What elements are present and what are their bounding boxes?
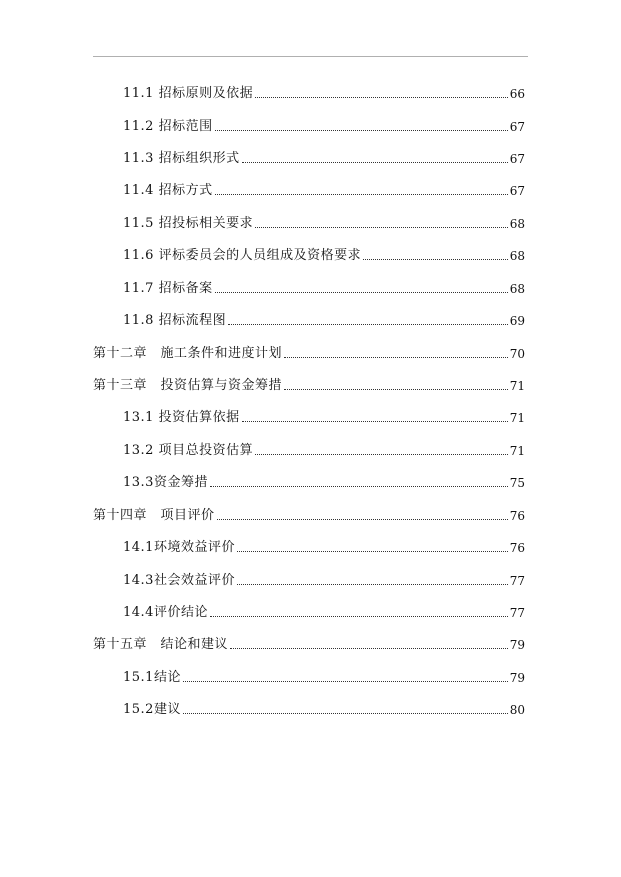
toc-entry-page: 71 bbox=[509, 444, 525, 458]
toc-entry[interactable] bbox=[123, 698, 525, 718]
toc-entry[interactable] bbox=[123, 601, 525, 621]
toc-leader-dots bbox=[210, 616, 508, 617]
toc-entry-page: 67 bbox=[509, 120, 525, 134]
toc-entry[interactable] bbox=[123, 471, 525, 491]
toc-entry-page: 67 bbox=[509, 184, 525, 198]
toc-entry-page: 68 bbox=[509, 217, 525, 231]
toc-entry-label: 第十五章 结论和建议 bbox=[93, 637, 229, 652]
toc-entry[interactable] bbox=[123, 179, 525, 199]
toc-entry[interactable] bbox=[123, 536, 525, 556]
toc-entry-label: 11.7 招标备案 bbox=[123, 281, 213, 296]
toc-chapter-entry[interactable] bbox=[93, 633, 525, 653]
toc-entry-label: 14.4评价结论 bbox=[123, 605, 208, 620]
toc-entry[interactable] bbox=[123, 439, 525, 459]
toc-entry[interactable] bbox=[123, 666, 525, 686]
toc-entry-label: 11.3 招标组织形式 bbox=[123, 151, 240, 166]
toc-entry[interactable] bbox=[123, 147, 525, 167]
toc-entry-label: 第十四章 项目评价 bbox=[93, 508, 215, 523]
toc-leader-dots bbox=[363, 259, 508, 260]
toc-leader-dots bbox=[237, 584, 508, 585]
toc-entry-page: 68 bbox=[509, 249, 525, 263]
toc-leader-dots bbox=[237, 551, 508, 552]
toc-entry-page: 75 bbox=[509, 476, 525, 490]
toc-leader-dots bbox=[255, 227, 508, 228]
toc-entry-page: 76 bbox=[509, 509, 525, 523]
toc-chapter-entry[interactable] bbox=[93, 374, 525, 394]
toc-entry-label: 11.1 招标原则及依据 bbox=[123, 86, 254, 101]
toc-entry-label: 11.6 评标委员会的人员组成及资格要求 bbox=[123, 248, 362, 263]
toc-leader-dots bbox=[215, 292, 508, 293]
toc-leader-dots bbox=[242, 162, 508, 163]
toc-entry-page: 76 bbox=[509, 541, 525, 555]
toc-entry-label: 13.2 项目总投资估算 bbox=[123, 443, 254, 458]
toc-entry[interactable] bbox=[123, 309, 525, 329]
toc-leader-dots bbox=[183, 713, 508, 714]
toc-leader-dots bbox=[210, 486, 508, 487]
toc-entry-label: 11.5 招投标相关要求 bbox=[123, 216, 254, 231]
toc-entry-label: 第十二章 施工条件和进度计划 bbox=[93, 346, 283, 361]
toc-entry-label: 15.2建议 bbox=[123, 702, 181, 717]
toc-entry-page: 80 bbox=[509, 703, 525, 717]
toc-leader-dots bbox=[217, 519, 508, 520]
toc-entry[interactable] bbox=[123, 115, 525, 135]
toc-entry[interactable] bbox=[123, 82, 525, 102]
toc-leader-dots bbox=[284, 389, 508, 390]
toc-entry-page: 67 bbox=[509, 152, 525, 166]
toc-entry-label: 15.1结论 bbox=[123, 670, 181, 685]
toc-entry-page: 71 bbox=[509, 411, 525, 425]
toc-entry[interactable] bbox=[123, 212, 525, 232]
toc-entry-page: 71 bbox=[509, 379, 525, 393]
toc-leader-dots bbox=[183, 681, 508, 682]
toc-chapter-entry[interactable] bbox=[93, 504, 525, 524]
toc-entry-page: 66 bbox=[509, 87, 525, 101]
toc-entry-page: 69 bbox=[509, 314, 525, 328]
toc-entry-page: 79 bbox=[509, 671, 525, 685]
toc-entry-page: 77 bbox=[509, 606, 525, 620]
toc-entry[interactable] bbox=[123, 406, 525, 426]
toc-leader-dots bbox=[230, 648, 508, 649]
toc-entry-label: 14.1环境效益评价 bbox=[123, 540, 235, 555]
toc-entry-label: 11.8 招标流程图 bbox=[123, 313, 227, 328]
toc-entry-page: 79 bbox=[509, 638, 525, 652]
toc-entry[interactable] bbox=[123, 244, 525, 264]
toc-entry-page: 70 bbox=[509, 347, 525, 361]
toc-entry-label: 11.2 招标范围 bbox=[123, 119, 213, 134]
toc-entry-label: 13.1 投资估算依据 bbox=[123, 410, 240, 425]
toc-entry-page: 68 bbox=[509, 282, 525, 296]
toc-leader-dots bbox=[255, 97, 508, 98]
toc-entry-label: 11.4 招标方式 bbox=[123, 183, 213, 198]
toc-entry-label: 第十三章 投资估算与资金筹措 bbox=[93, 378, 283, 393]
toc-entry[interactable] bbox=[123, 277, 525, 297]
toc-leader-dots bbox=[215, 194, 508, 195]
toc-leader-dots bbox=[215, 130, 508, 131]
toc-leader-dots bbox=[242, 421, 508, 422]
toc-leader-dots bbox=[255, 454, 508, 455]
toc-entry[interactable] bbox=[123, 569, 525, 589]
toc-leader-dots bbox=[284, 357, 508, 358]
toc-entry-page: 77 bbox=[509, 574, 525, 588]
toc-chapter-entry[interactable] bbox=[93, 342, 525, 362]
toc-leader-dots bbox=[228, 324, 508, 325]
toc-entry-label: 14.3社会效益评价 bbox=[123, 573, 235, 588]
toc-entry-label: 13.3资金筹措 bbox=[123, 475, 208, 490]
